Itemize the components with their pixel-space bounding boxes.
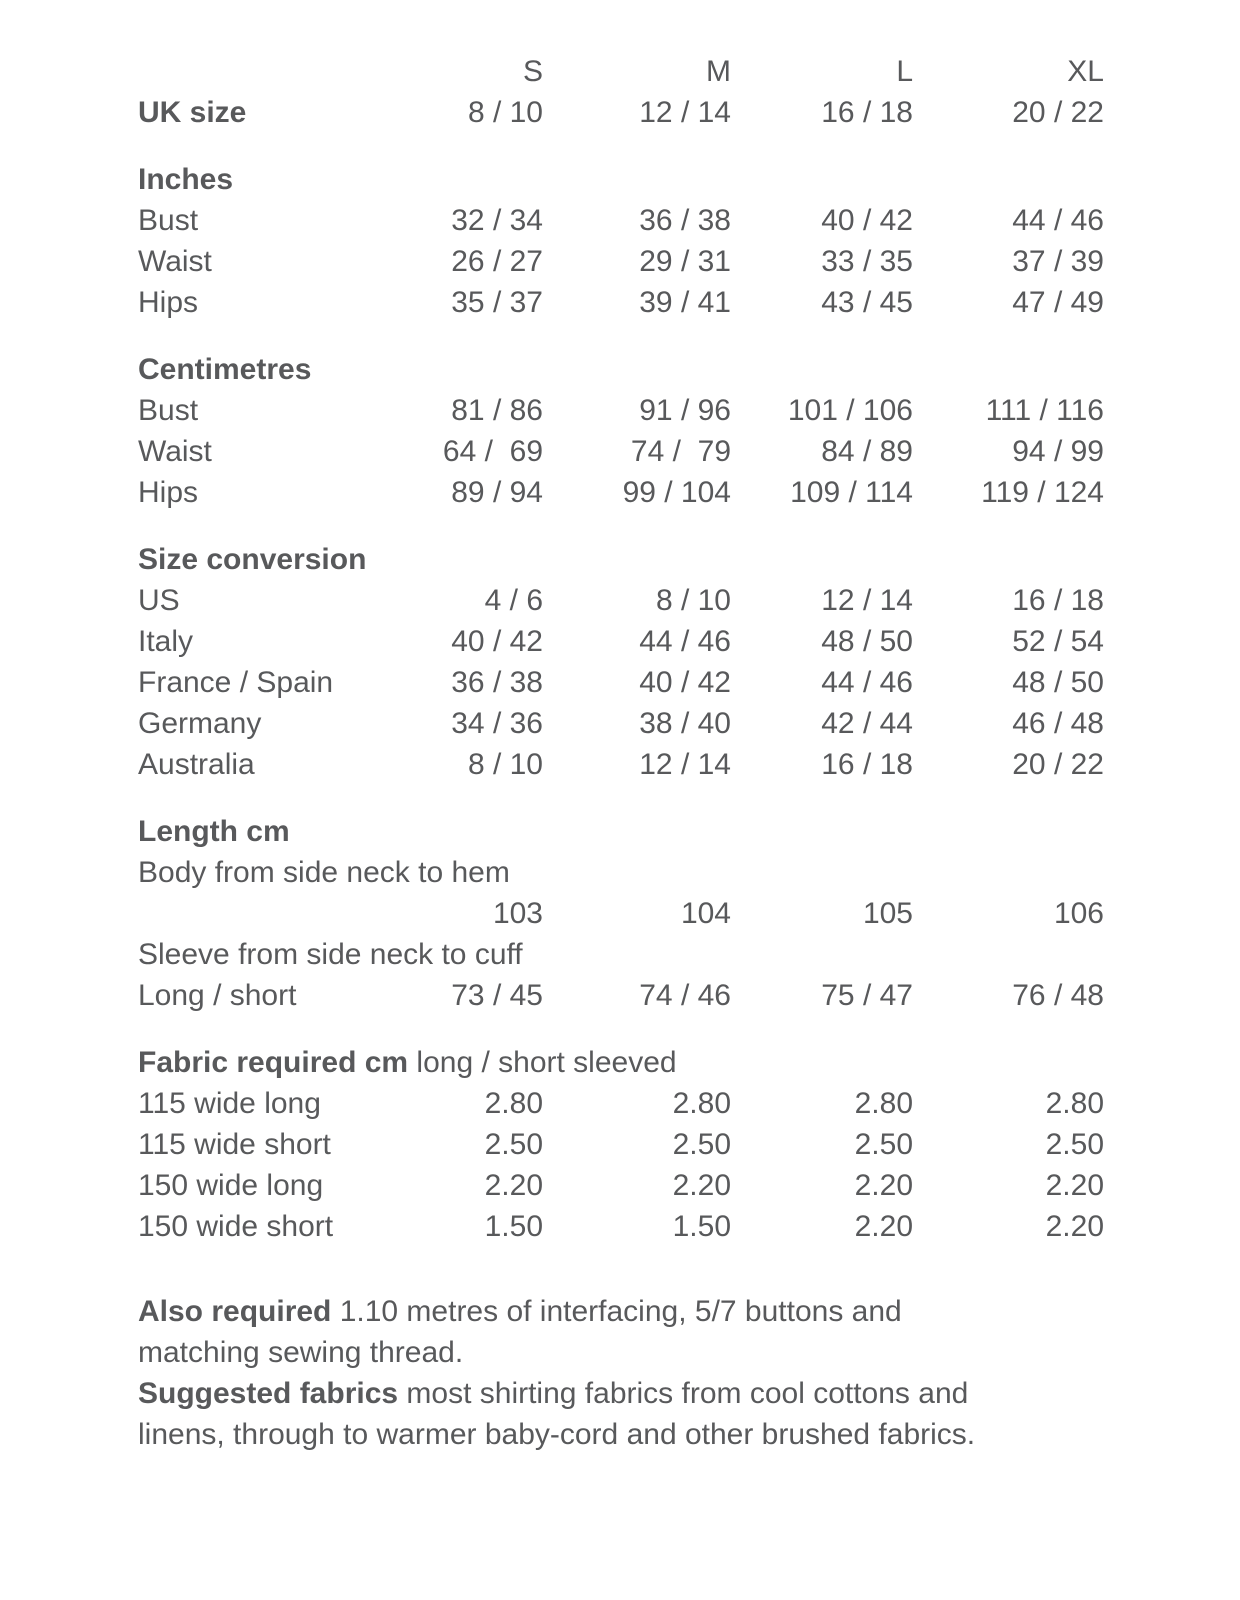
row-label: Australia xyxy=(138,748,255,781)
inches-bust-row xyxy=(138,200,1104,241)
length-section-title: Length cm xyxy=(138,815,290,848)
row-label: Germany xyxy=(138,707,262,740)
value-l: 2.20 xyxy=(854,1169,913,1202)
row-label: Hips xyxy=(138,476,199,509)
row-label: Bust xyxy=(138,204,199,237)
fabric-150-wide-long-row xyxy=(138,1165,1104,1206)
uk-size-s: 8 / 10 xyxy=(467,96,543,129)
inches-waist-row xyxy=(138,241,1104,282)
value-m: 2.20 xyxy=(672,1169,731,1202)
value-xl: 94 / 99 xyxy=(1012,435,1104,468)
value-l: 33 / 35 xyxy=(821,245,913,278)
value-s: 64 / 69 xyxy=(442,435,543,468)
fabric-150-wide-short-row xyxy=(138,1206,1104,1247)
value-s: 89 / 94 xyxy=(451,476,543,509)
value-m: 74 / 46 xyxy=(639,979,731,1012)
value-l: 105 xyxy=(862,897,913,930)
value-l: 48 / 50 xyxy=(821,625,913,658)
value-m: 74 / 79 xyxy=(630,435,731,468)
size-conversion-france-spain-row xyxy=(138,662,1104,703)
value-xl: 46 / 48 xyxy=(1012,707,1104,740)
column-header-xl: XL xyxy=(1067,55,1104,88)
value-xl: 2.20 xyxy=(1045,1169,1104,1202)
row-label: 150 wide short xyxy=(138,1210,334,1243)
value-s: 1.50 xyxy=(484,1210,543,1243)
value-s: 26 / 27 xyxy=(451,245,543,278)
length-section-title-row xyxy=(138,811,1104,852)
value-xl: 2.50 xyxy=(1045,1128,1104,1161)
uk-size-m: 12 / 14 xyxy=(639,96,731,129)
value-s: 34 / 36 xyxy=(451,707,543,740)
centimetres-section-title-row xyxy=(138,349,1104,390)
value-s: 4 / 6 xyxy=(484,584,543,617)
size-conversion-section-title-row xyxy=(138,539,1104,580)
value-m: 39 / 41 xyxy=(639,286,731,319)
fabric-section-title xyxy=(138,1042,1104,1083)
value-s: 2.50 xyxy=(484,1128,543,1161)
length-long-short-row xyxy=(138,975,1104,1016)
uk-size-xl: 20 / 22 xyxy=(1012,96,1104,129)
size-conversion-italy-row xyxy=(138,621,1104,662)
value-m: 40 / 42 xyxy=(639,666,731,699)
value-m: 91 / 96 xyxy=(639,394,731,427)
value-s: 36 / 38 xyxy=(451,666,543,699)
value-l: 43 / 45 xyxy=(821,286,913,319)
notes-block xyxy=(138,1291,1104,1455)
uk-size-l: 16 / 18 xyxy=(821,96,913,129)
value-m: 2.80 xyxy=(672,1087,731,1120)
value-m: 99 / 104 xyxy=(622,476,731,509)
value-xl: 20 / 22 xyxy=(1012,748,1104,781)
length-sleeve-note-row xyxy=(138,934,1104,975)
size-conversion-us-row xyxy=(138,580,1104,621)
value-l: 40 / 42 xyxy=(821,204,913,237)
also-required-line-2: matching sewing thread. xyxy=(138,1336,464,1369)
suggested-fabrics-line-2: linens, through to warmer baby-cord and other brushed fabrics. xyxy=(138,1418,976,1451)
value-m: 1.50 xyxy=(672,1210,731,1243)
value-s: 73 / 45 xyxy=(451,979,543,1012)
row-label: Waist xyxy=(138,245,212,278)
value-l: 75 / 47 xyxy=(821,979,913,1012)
length-body-values-row xyxy=(138,893,1104,934)
size-chart-table xyxy=(138,51,1104,1455)
value-m: 36 / 38 xyxy=(639,204,731,237)
centimetres-bust-row xyxy=(138,390,1104,431)
suggested-fabrics-text: most shirting fabrics from cool cottons and xyxy=(398,1377,969,1410)
value-m: 104 xyxy=(680,897,731,930)
uk-size-row xyxy=(138,92,1104,133)
also-required-line-1 xyxy=(138,1291,1104,1332)
value-m: 29 / 31 xyxy=(639,245,731,278)
length-body-note-row xyxy=(138,852,1104,893)
value-xl: 2.20 xyxy=(1045,1210,1104,1243)
row-label: Long / short xyxy=(138,979,297,1012)
row-label: Waist xyxy=(138,435,212,468)
value-s: 2.20 xyxy=(484,1169,543,1202)
inches-section-title: Inches xyxy=(138,163,234,196)
value-m: 38 / 40 xyxy=(639,707,731,740)
row-label: Bust xyxy=(138,394,199,427)
value-l: 44 / 46 xyxy=(821,666,913,699)
row-label: 115 wide short xyxy=(138,1128,331,1161)
length-body-note: Body from side neck to hem xyxy=(138,856,510,889)
row-label: US xyxy=(138,584,180,617)
suggested-fabrics-label: Suggested fabrics xyxy=(138,1377,399,1410)
fabric-section-title-row xyxy=(138,1042,1104,1083)
size-conversion-germany-row xyxy=(138,703,1104,744)
value-m: 44 / 46 xyxy=(639,625,731,658)
inches-section-title-row xyxy=(138,159,1104,200)
fabric-section-title-rest: long / short sleeved xyxy=(408,1046,677,1079)
centimetres-section-title: Centimetres xyxy=(138,353,312,386)
value-s: 40 / 42 xyxy=(451,625,543,658)
row-label: 115 wide long xyxy=(138,1087,321,1120)
fabric-115-wide-short-row xyxy=(138,1124,1104,1165)
value-m: 12 / 14 xyxy=(639,748,731,781)
value-s: 8 / 10 xyxy=(467,748,543,781)
value-xl: 44 / 46 xyxy=(1012,204,1104,237)
value-l: 84 / 89 xyxy=(821,435,913,468)
value-xl: 37 / 39 xyxy=(1012,245,1104,278)
value-s: 35 / 37 xyxy=(451,286,543,319)
value-xl: 48 / 50 xyxy=(1012,666,1104,699)
column-header-l: L xyxy=(896,55,913,88)
value-s: 103 xyxy=(492,897,543,930)
value-l: 2.20 xyxy=(854,1210,913,1243)
value-l: 2.80 xyxy=(854,1087,913,1120)
value-l: 42 / 44 xyxy=(821,707,913,740)
length-sleeve-note: Sleeve from side neck to cuff xyxy=(138,938,523,971)
centimetres-hips-row xyxy=(138,472,1104,513)
value-l: 16 / 18 xyxy=(821,748,913,781)
inches-hips-row xyxy=(138,282,1104,323)
value-l: 12 / 14 xyxy=(821,584,913,617)
value-xl: 111 / 116 xyxy=(985,394,1104,427)
value-l: 2.50 xyxy=(854,1128,913,1161)
value-xl: 76 / 48 xyxy=(1012,979,1104,1012)
fabric-section-title-bold: Fabric required cm xyxy=(138,1046,409,1079)
value-l: 101 / 106 xyxy=(787,394,913,427)
column-header-m: M xyxy=(706,55,731,88)
also-required-text: 1.10 metres of interfacing, 5/7 buttons and xyxy=(331,1295,902,1328)
row-label: France / Spain xyxy=(138,666,334,699)
column-header-s: S xyxy=(522,55,543,88)
also-required-label: Also required xyxy=(138,1295,332,1328)
value-m: 2.50 xyxy=(672,1128,731,1161)
row-label: 150 wide long xyxy=(138,1169,324,1202)
value-l: 109 / 114 xyxy=(790,476,913,509)
value-s: 32 / 34 xyxy=(451,204,543,237)
size-conversion-australia-row xyxy=(138,744,1104,785)
fabric-115-wide-long-row xyxy=(138,1083,1104,1124)
value-m: 8 / 10 xyxy=(655,584,731,617)
value-xl: 16 / 18 xyxy=(1012,584,1104,617)
value-xl: 2.80 xyxy=(1045,1087,1104,1120)
row-label: Italy xyxy=(138,625,194,658)
value-s: 81 / 86 xyxy=(451,394,543,427)
value-xl: 47 / 49 xyxy=(1012,286,1104,319)
value-xl: 106 xyxy=(1053,897,1104,930)
suggested-fabrics-line-1 xyxy=(138,1373,1104,1414)
centimetres-waist-row xyxy=(138,431,1104,472)
size-conversion-section-title: Size conversion xyxy=(138,543,367,576)
value-s: 2.80 xyxy=(484,1087,543,1120)
column-header-row xyxy=(138,51,1104,92)
uk-size-label: UK size xyxy=(138,96,247,129)
value-xl: 52 / 54 xyxy=(1012,625,1104,658)
row-label: Hips xyxy=(138,286,199,319)
value-xl: 119 / 124 xyxy=(981,476,1104,509)
